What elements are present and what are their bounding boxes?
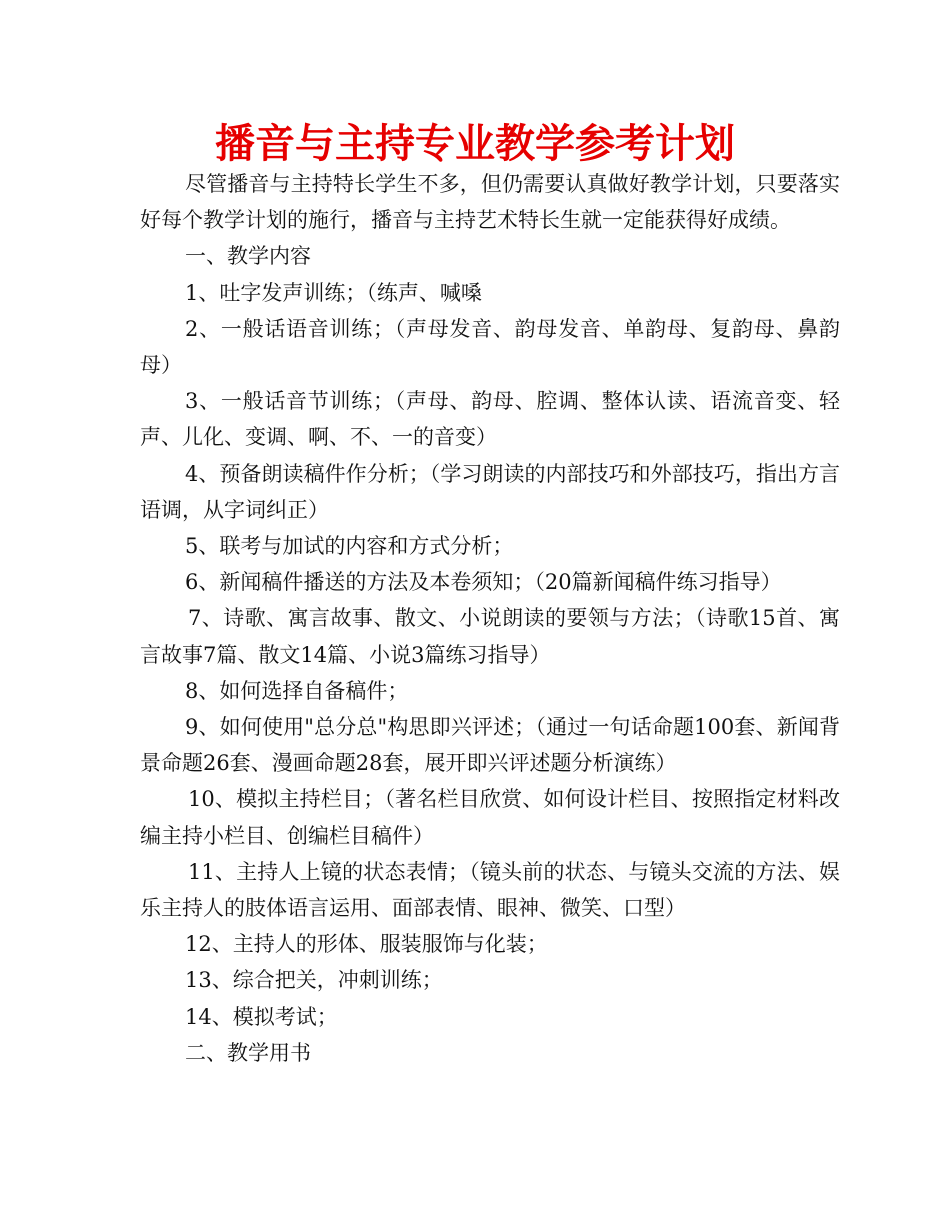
document-title: 播音与主持专业教学参考计划 [215,121,735,167]
list-item-13: 13、综合把关，冲刺训练； [185,968,443,993]
intro-paragraph: 尽管播音与主持特长学生不多，但仍需要认真做好教学计划，只要落实好每个教学计划的施行，播音与主持艺术特长生就一定能获得好成绩。 [140,172,840,233]
list-item-9: 9、如何使用"总分总"构思即兴评述；（通过一句话命题100套、新闻背景命题26套、漫画命题28套，展开即兴评述题分析演练） [140,715,840,776]
list-item-3: 3、一般话音节训练；（声母、韵母、腔调、整体认读、语流音变、轻声、儿化、变调、啊、不、一的音变） [140,389,840,450]
list-item-2: 2、一般话语音训练；（声母发音、韵母发音、单韵母、复韵母、鼻韵母） [140,316,840,378]
list-item-4: 4、预备朗读稿件作分析；（学习朗读的内部技巧和外部技巧，指出方言语调，从字词纠正） [140,461,840,522]
list-item-7: 7、诗歌、寓言故事、散文、小说朗读的要领与方法；（诗歌15首、寓言故事7篇、散文14篇、小说3篇练习指导） [140,606,840,667]
section-heading-textbooks: 二、教学用书 [185,1040,311,1065]
list-item-12: 12、主持人的形体、服装服饰与化装； [185,932,548,957]
list-item-11: 11、主持人上镜的状态表情；（镜头前的状态、与镜头交流的方法、娱乐主持人的肢体语言运用、面部表情、眼神、微笑、口型） [140,859,840,921]
list-item-10: 10、模拟主持栏目；（著名栏目欣赏、如何设计栏目、按照指定材料改编主持小栏目、创编栏目稿件） [140,787,840,848]
list-item-14: 14、模拟考试； [185,1004,338,1029]
list-item-1: 1、吐字发声训练；（练声、喊嗓 [185,280,482,305]
section-heading-teaching-content: 一、教学内容 [185,244,311,269]
list-item-5: 5、联考与加试的内容和方式分析； [185,534,514,559]
list-item-8: 8、如何选择自备稿件； [185,678,409,703]
document-body [140,166,840,1071]
list-item-6: 6、新闻稿件播送的方法及本卷须知；（20篇新闻稿件练习指导） [185,570,782,595]
